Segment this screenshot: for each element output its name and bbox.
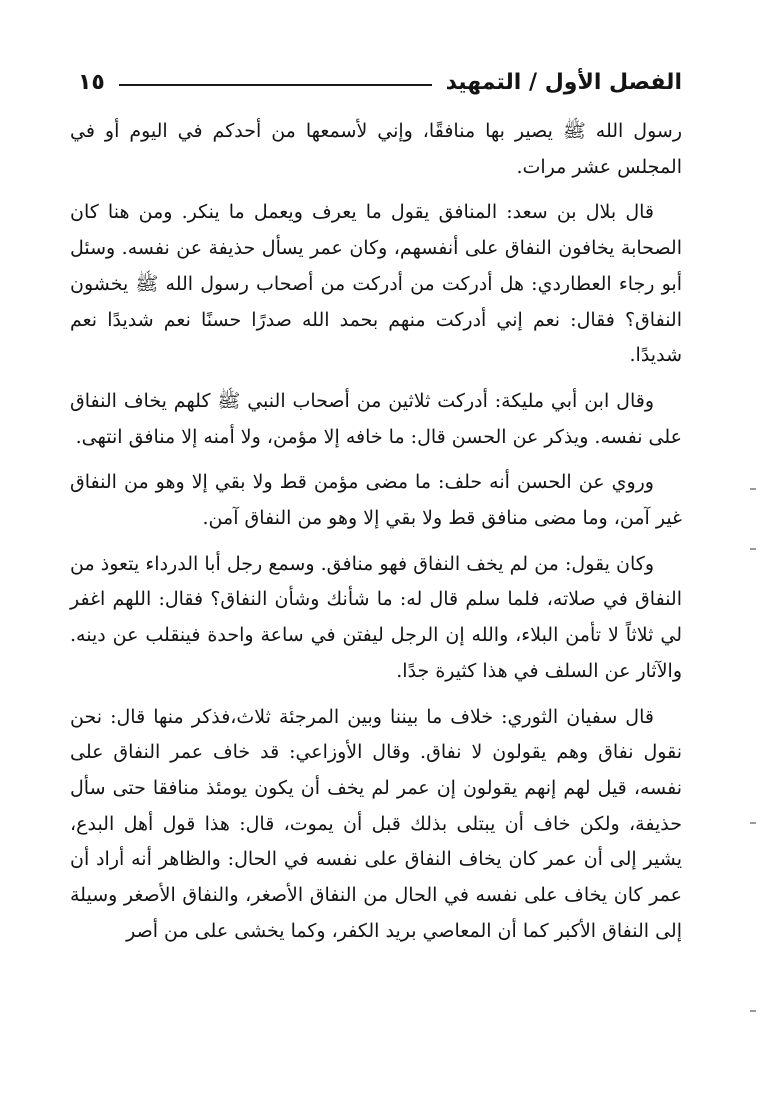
header-rule — [119, 84, 432, 86]
edge-mark — [750, 822, 756, 824]
running-header — [78, 62, 682, 102]
edge-mark — [750, 488, 756, 490]
paragraph-5: وكان يقول: من لم يخف النفاق فهو منافق. وسمع رجل أبا الدرداء يتعوذ من النفاق في صلاته، فلما سلم قال له: ما شأنك وشأن النفاق؟ فقال: اللهم اغفر لي ثلاثاً لا تأمن البلاء، والله إن الرجل ليفتن في ساعة واحدة فينقلب عن دينه. والآثار عن السلف في هذا كثيرة جدًا. — [70, 552, 682, 682]
paragraph-4: وروي عن الحسن أنه حلف: ما مضى مؤمن قط ولا بقي إلا وهو من النفاق غير آمن، وما مضى منافق قط ولا بقي إلا وهو من النفاق آمن. — [70, 471, 682, 530]
body-text — [70, 114, 682, 949]
paragraph-2: قال بلال بن سعد: المنافق يقول ما يعرف ويعمل ما ينكر. ومن هنا كان الصحابة يخافون النفاق على أنفسهم، وكان عمر يسأل حذيفة عن نفسه. وسئل أبو رجاء العطاردي: هل أدركت من أدركت من أصحاب رسول الله ﷺ يخشون النفاق؟ فقال: نعم إني أدركت منهم بحمد الله صدرًا حسنًا نعم شديدًا نعم شديدًا. — [70, 201, 682, 367]
chapter-title: الفصل الأول / التمهيد — [445, 69, 682, 95]
paragraph-1: رسول الله ﷺ يصير بها منافقًا، وإني لأسمعها من أحدكم في اليوم أو في المجلس عشر مرات. — [70, 120, 682, 178]
edge-mark — [750, 1010, 756, 1012]
page-number: ١٥ — [78, 69, 105, 95]
edge-mark — [750, 548, 756, 550]
paragraph-6: قال سفيان الثوري: خلاف ما بيننا وبين المرجئة ثلاث،فذكر منها قال: نحن نقول نفاق وهم يقولون لا نفاق. وقال الأوزاعي: قد خاف عمر النفاق على نفسه، قيل لهم إنهم يقولون إن عمر لم يخف أن يكون يومئذ منافقا حتى سأل حذيفة، ولكن خاف أن يبتلى بذلك قبل أن يموت، قال: هذا قول أهل البدع، يشير إلى أن عمر كان يخاف النفاق على نفسه في الحال: والظاهر أنه أراد أن عمر كان يخاف على نفسه في الحال من النفاق الأصغر، والنفاق الأصغر وسيلة إلى النفاق الأكبر كما أن المعاصي بريد الكفر، وكما يخشى على من أصر — [70, 705, 682, 942]
paragraph-3: وقال ابن أبي مليكة: أدركت ثلاثين من أصحاب النبي ﷺ كلهم يخاف النفاق على نفسه. ويذكر عن الحسن قال: ما خافه إلا مؤمن، ولا أمنه إلا منافق انتهى. — [70, 389, 682, 448]
